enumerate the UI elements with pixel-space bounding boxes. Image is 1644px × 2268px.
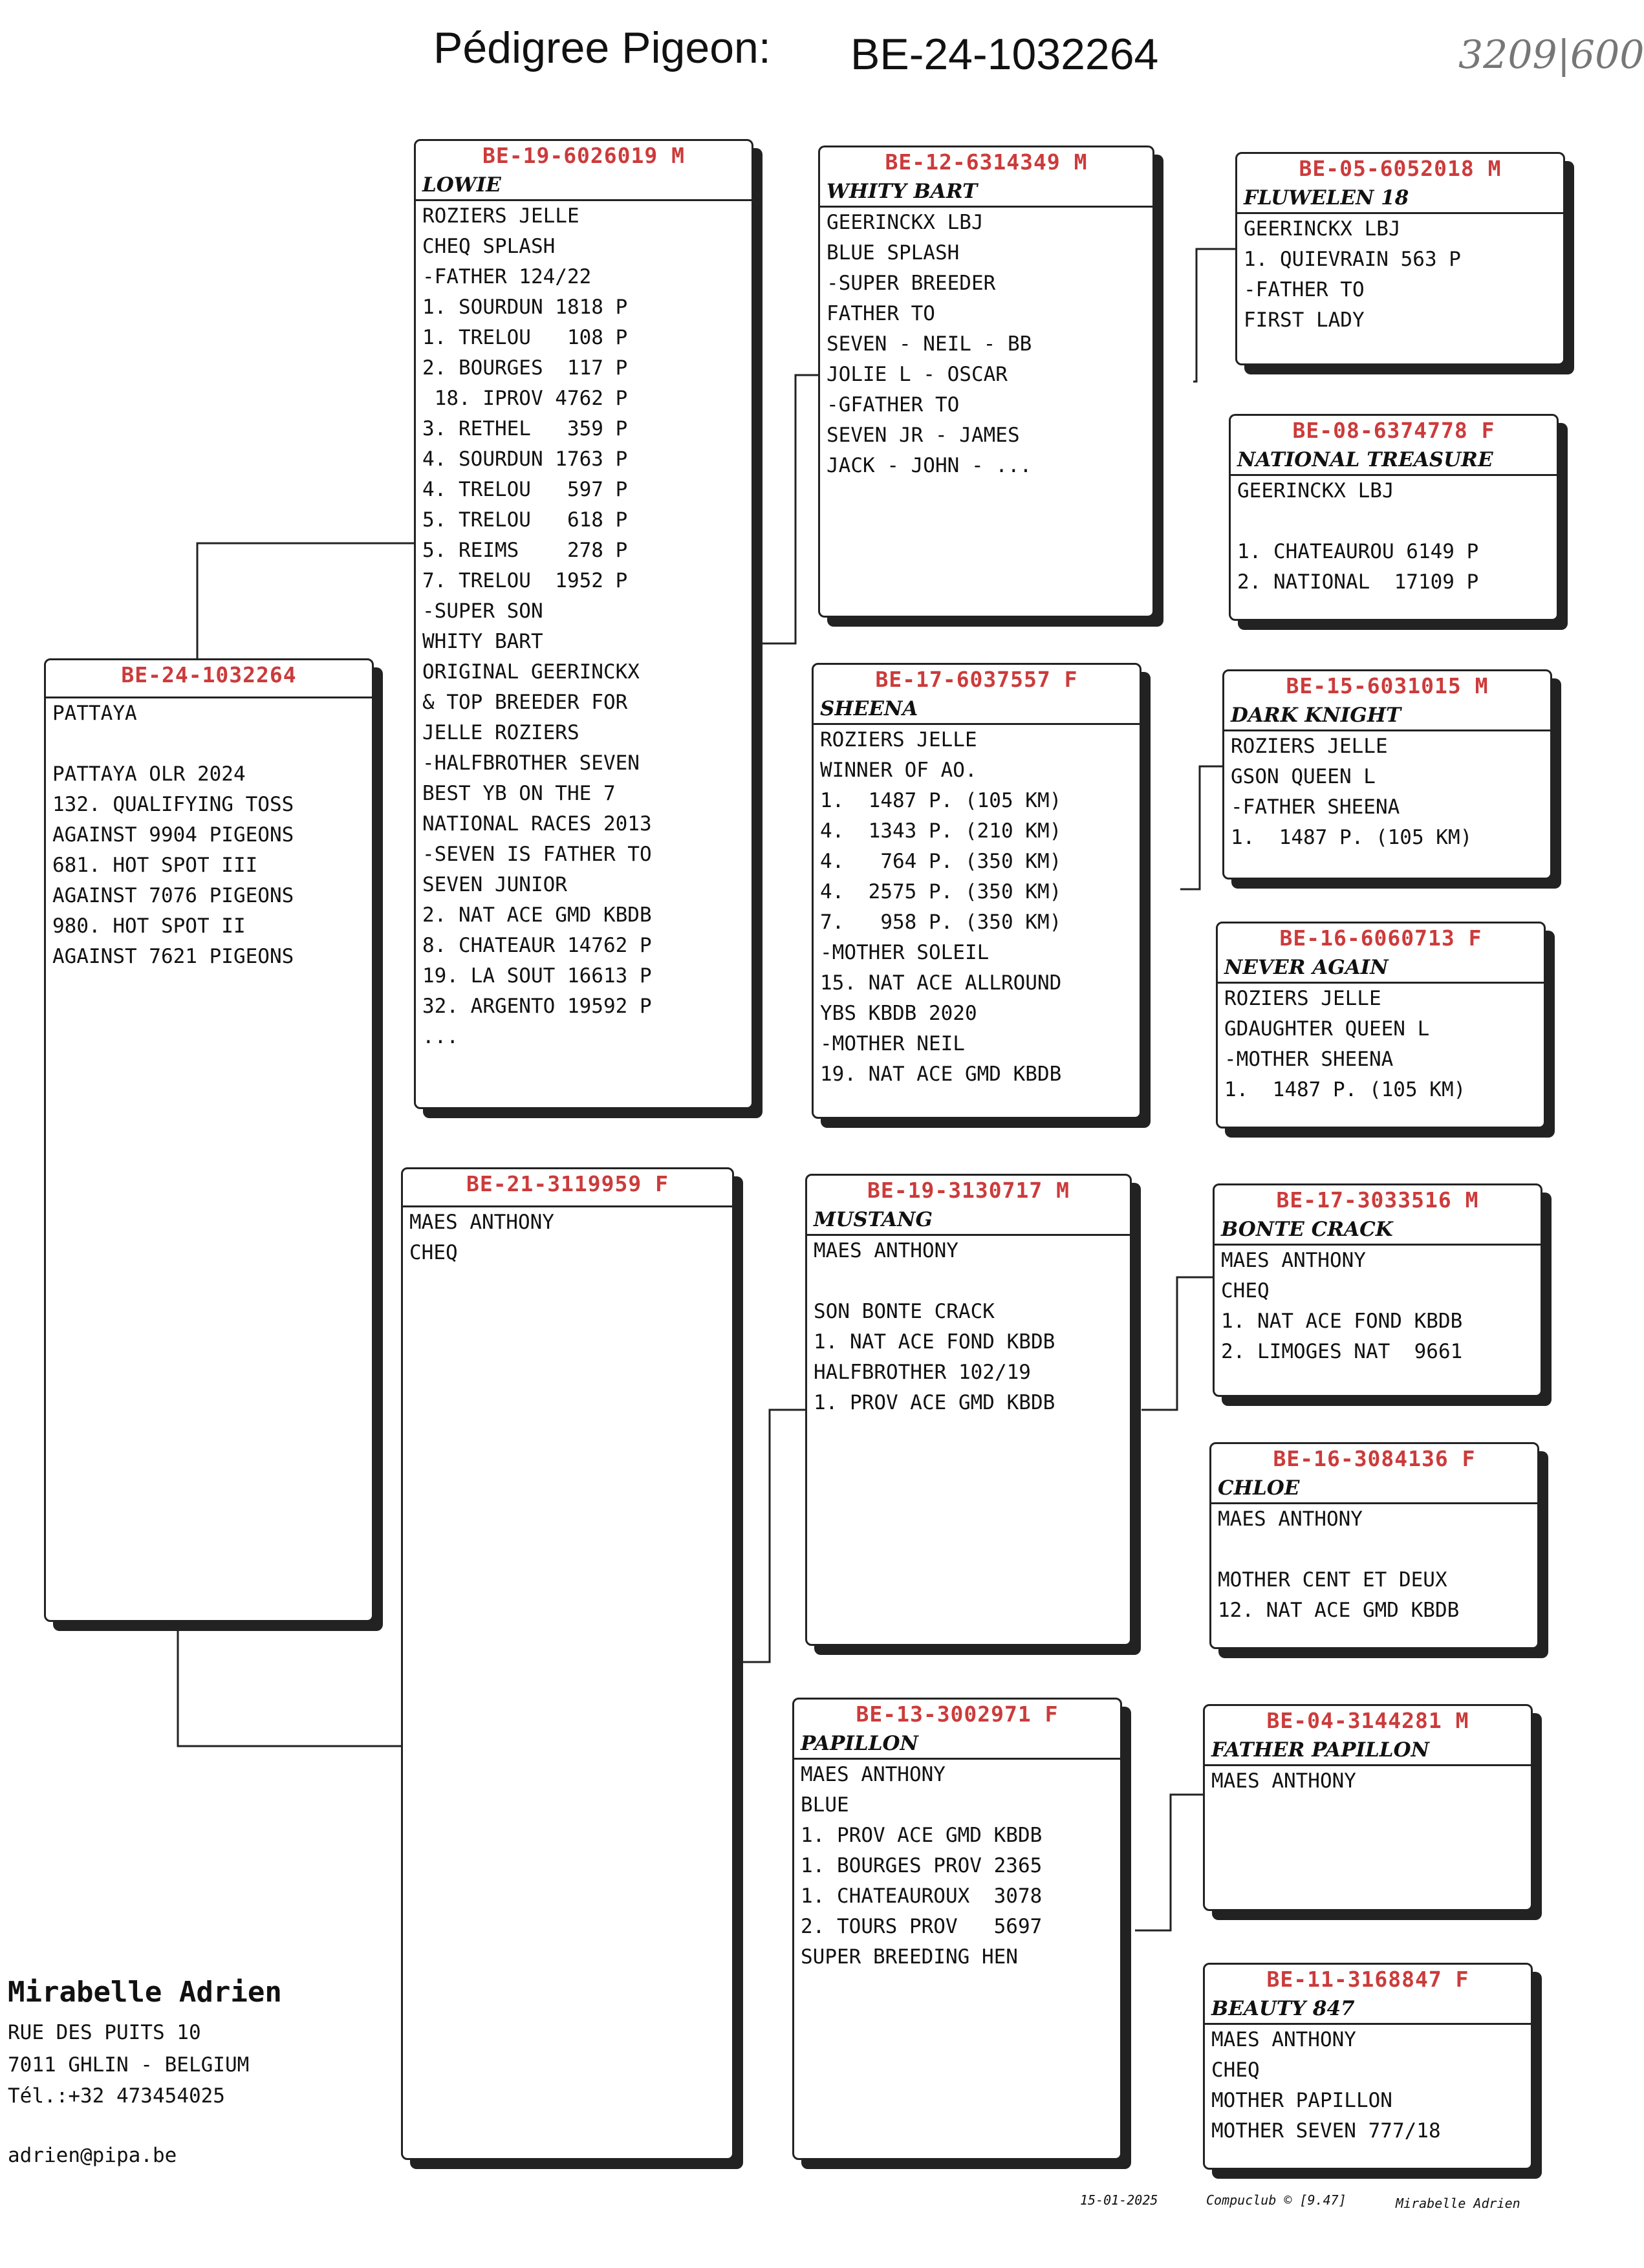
detail-line: 1. 1487 P. (105 KM) xyxy=(820,789,1062,812)
detail-line: MAES ANTHONY xyxy=(1218,1507,1363,1531)
detail-line: 19. LA SOUT 16613 P xyxy=(422,964,652,988)
detail-line: -FATHER 124/22 xyxy=(422,265,592,288)
pigeon-name xyxy=(46,690,372,698)
pigeon-name: MUSTANG xyxy=(807,1205,1130,1236)
pigeon-name: NATIONAL TREASURE xyxy=(1231,446,1557,476)
detail-line: WHITY BART xyxy=(422,630,543,653)
detail-line: CHEQ xyxy=(1211,2058,1260,2082)
owner-address: RUE DES PUITS 10 xyxy=(8,2021,201,2044)
detail-line: BEST YB ON THE 7 xyxy=(422,782,616,805)
ring-number: BE-08-6374778 F xyxy=(1292,418,1495,443)
detail-line: 1. CHATEAUROUX 3078 xyxy=(801,1885,1043,1908)
detail-line: -FATHER SHEENA xyxy=(1231,795,1400,819)
pigeon-card-dam-sire-sire xyxy=(1213,1183,1542,1397)
detail-line: FATHER TO xyxy=(827,302,935,325)
detail-line: GEERINCKX LBJ xyxy=(827,211,984,234)
detail-line: ... xyxy=(422,1025,459,1048)
pigeon-name: CHLOE xyxy=(1211,1474,1537,1504)
detail-line: 1. 1487 P. (105 KM) xyxy=(1231,826,1473,849)
pigeon-card-dam-dam xyxy=(792,1698,1122,2160)
pigeon-details xyxy=(1215,1246,1541,1367)
pigeon-name: PAPILLON xyxy=(794,1729,1120,1760)
pigeon-name: SHEENA xyxy=(814,695,1140,725)
pedigree-ring-number: BE-24-1032264 xyxy=(850,30,1159,79)
detail-line: NATIONAL RACES 2013 xyxy=(422,812,652,836)
detail-line: 19. NAT ACE GMD KBDB xyxy=(820,1063,1062,1086)
pigeon-name: FATHER PAPILLON xyxy=(1205,1736,1531,1766)
detail-line: 5. REIMS 278 P xyxy=(422,539,628,562)
pigeon-card-subject xyxy=(44,658,374,1622)
owner-city: 7011 GHLIN - BELGIUM xyxy=(8,2053,250,2077)
detail-line: BLUE SPLASH xyxy=(827,241,960,265)
detail-line: MAES ANTHONY xyxy=(1211,1769,1356,1793)
detail-line: 7. 958 P. (350 KM) xyxy=(820,911,1062,934)
detail-line: FIRST LADY xyxy=(1244,308,1365,332)
pigeon-details xyxy=(1237,214,1563,336)
connector-subject-sire xyxy=(197,543,414,663)
pigeon-details xyxy=(46,698,372,972)
detail-line: 3. RETHEL 359 P xyxy=(422,417,628,440)
connector-ss-parents xyxy=(1193,249,1235,382)
pigeon-details xyxy=(416,201,752,1052)
detail-line: 1. BOURGES PROV 2365 xyxy=(801,1854,1043,1877)
detail-line: 18. IPROV 4762 P xyxy=(422,387,628,410)
detail-line: MAES ANTHONY xyxy=(409,1211,554,1234)
ring-number: BE-04-3144281 M xyxy=(1266,1708,1469,1733)
detail-line: HALFBROTHER 102/19 xyxy=(814,1361,1031,1384)
detail-line: GEERINCKX LBJ xyxy=(1237,479,1394,502)
connector-dd-parents xyxy=(1135,1795,1203,1930)
ring-number: BE-11-3168847 F xyxy=(1266,1967,1469,1992)
detail-line: MAES ANTHONY xyxy=(1211,2028,1356,2051)
pigeon-details xyxy=(1231,476,1557,598)
detail-line: SON BONTE CRACK xyxy=(814,1300,995,1323)
detail-line: JACK - JOHN - ... xyxy=(827,454,1032,477)
ring-number: BE-24-1032264 xyxy=(121,662,297,687)
connector-dam-parents xyxy=(734,1410,805,1662)
detail-line: MAES ANTHONY xyxy=(1221,1249,1366,1272)
pigeon-card-sire xyxy=(414,139,753,1109)
detail-line: 2. TOURS PROV 5697 xyxy=(801,1915,1043,1938)
detail-line: SEVEN JR - JAMES xyxy=(827,424,1020,447)
ring-number: BE-21-3119959 F xyxy=(466,1171,669,1196)
ring-number: BE-15-6031015 M xyxy=(1286,673,1489,698)
detail-line: CHEQ SPLASH xyxy=(422,235,556,258)
owner-email[interactable]: adrien@pipa.be xyxy=(8,2144,177,2167)
detail-line: MAES ANTHONY xyxy=(814,1239,958,1262)
detail-line: ROZIERS JELLE xyxy=(820,728,977,751)
pigeon-card-sire-sire-sire xyxy=(1235,152,1565,365)
detail-line: -MOTHER NEIL xyxy=(820,1032,965,1055)
detail-line xyxy=(1218,1535,1537,1565)
pigeon-details xyxy=(1205,2025,1531,2146)
connector-sd-parents xyxy=(1180,766,1222,889)
detail-line: 12. NAT ACE GMD KBDB xyxy=(1218,1599,1460,1622)
pigeon-card-sire-dam-sire xyxy=(1222,669,1552,880)
detail-line: 4. TRELOU 597 P xyxy=(422,478,628,501)
pigeon-name: LOWIE xyxy=(416,171,752,201)
detail-line xyxy=(1237,506,1557,537)
pigeon-name: BONTE CRACK xyxy=(1215,1215,1541,1246)
pigeon-details xyxy=(820,208,1152,481)
detail-line: PATTAYA xyxy=(52,702,137,725)
detail-line: SEVEN JUNIOR xyxy=(422,873,567,896)
detail-line: CHEQ xyxy=(1221,1279,1270,1302)
pigeon-card-dam-sire-dam xyxy=(1209,1442,1539,1649)
ring-number: BE-16-3084136 F xyxy=(1273,1446,1476,1471)
detail-line: 681. HOT SPOT III xyxy=(52,854,258,877)
pigeon-details xyxy=(1218,984,1544,1105)
ring-number: BE-19-3130717 M xyxy=(867,1178,1070,1203)
detail-line: 1. PROV ACE GMD KBDB xyxy=(801,1824,1043,1847)
detail-line: 1. CHATEAUROU 6149 P xyxy=(1237,540,1479,563)
detail-line: 980. HOT SPOT II xyxy=(52,914,246,938)
detail-line: SEVEN - NEIL - BB xyxy=(827,332,1032,356)
pigeon-card-dam-dam-dam xyxy=(1203,1963,1533,2170)
detail-line: SUPER BREEDING HEN xyxy=(801,1945,1018,1969)
detail-line: 7. TRELOU 1952 P xyxy=(422,569,628,592)
pedigree-label: Pédigree Pigeon: xyxy=(433,23,771,72)
pigeon-details xyxy=(1224,731,1550,853)
pigeon-name: BEAUTY 847 xyxy=(1205,1994,1531,2025)
detail-line: 1. TRELOU 108 P xyxy=(422,326,628,349)
ring-number: BE-19-6026019 M xyxy=(482,143,685,168)
detail-line: BLUE xyxy=(801,1793,849,1817)
detail-line: AGAINST 9904 PIGEONS xyxy=(52,823,294,847)
ring-number: BE-12-6314349 M xyxy=(885,149,1088,175)
detail-line: GSON QUEEN L xyxy=(1231,765,1376,788)
detail-line: 2. NATIONAL 17109 P xyxy=(1237,570,1479,594)
detail-line: JOLIE L - OSCAR xyxy=(827,363,1008,386)
owner-name: Mirabelle Adrien xyxy=(8,1976,282,2009)
detail-line: MAES ANTHONY xyxy=(801,1763,946,1786)
pigeon-details xyxy=(794,1760,1120,1972)
detail-line: 1. SOURDUN 1818 P xyxy=(422,296,628,319)
detail-line: JELLE ROZIERS xyxy=(422,721,579,744)
detail-line: -HALFBROTHER SEVEN xyxy=(422,751,640,775)
detail-line: ORIGINAL GEERINCKX xyxy=(422,660,640,684)
detail-line: 4. 1343 P. (210 KM) xyxy=(820,819,1062,843)
pigeon-details xyxy=(403,1207,732,1268)
detail-line: -MOTHER SOLEIL xyxy=(820,941,990,964)
print-software: Compuclub © [9.47] xyxy=(1206,2192,1347,2208)
pigeon-card-sire-sire xyxy=(818,146,1154,618)
detail-line: 15. NAT ACE ALLROUND xyxy=(820,971,1062,995)
detail-line: GDAUGHTER QUEEN L xyxy=(1224,1017,1430,1041)
ring-number: BE-17-6037557 F xyxy=(875,667,1078,692)
detail-line: GEERINCKX LBJ xyxy=(1244,217,1401,241)
pigeon-name xyxy=(403,1199,732,1207)
detail-line: YBS KBDB 2020 xyxy=(820,1002,977,1025)
ring-number: BE-17-3033516 M xyxy=(1276,1187,1479,1213)
pigeon-name: DARK KNIGHT xyxy=(1224,701,1550,731)
detail-line: MOTHER PAPILLON xyxy=(1211,2089,1392,2112)
connector-subject-dam xyxy=(178,1623,401,1746)
handwritten-note: 3209|600 xyxy=(1458,32,1644,78)
ring-number: BE-05-6052018 M xyxy=(1299,156,1502,181)
detail-line: CHEQ xyxy=(409,1241,458,1264)
detail-line: -GFATHER TO xyxy=(827,393,960,416)
pigeon-card-sire-dam-dam xyxy=(1216,922,1546,1129)
detail-line: -SEVEN IS FATHER TO xyxy=(422,843,652,866)
detail-line: ROZIERS JELLE xyxy=(1224,987,1381,1010)
detail-line: WINNER OF AO. xyxy=(820,759,977,782)
detail-line: 2. BOURGES 117 P xyxy=(422,356,628,380)
pigeon-card-dam-sire xyxy=(805,1174,1132,1646)
detail-line: & TOP BREEDER FOR xyxy=(422,691,628,714)
detail-line: 4. 2575 P. (350 KM) xyxy=(820,880,1062,903)
pigeon-name: NEVER AGAIN xyxy=(1218,953,1544,984)
ring-number: BE-13-3002971 F xyxy=(856,1701,1059,1727)
detail-line: -FATHER TO xyxy=(1244,278,1365,301)
detail-line: AGAINST 7076 PIGEONS xyxy=(52,884,294,907)
detail-line: 2. NAT ACE GMD KBDB xyxy=(422,903,652,927)
pigeon-details xyxy=(1211,1504,1537,1626)
detail-line: 32. ARGENTO 19592 P xyxy=(422,995,652,1018)
connector-ds-parents xyxy=(1141,1277,1213,1410)
pigeon-card-dam-dam-sire xyxy=(1203,1704,1533,1911)
detail-line: -MOTHER SHEENA xyxy=(1224,1048,1394,1071)
detail-line: 4. SOURDUN 1763 P xyxy=(422,448,628,471)
connector-sire-parents xyxy=(753,375,818,643)
detail-line: 4. 764 P. (350 KM) xyxy=(820,850,1062,873)
pigeon-card-sire-sire-dam xyxy=(1229,414,1559,621)
detail-line: 132. QUALIFYING TOSS xyxy=(52,793,294,816)
detail-line: -SUPER SON xyxy=(422,599,543,623)
print-date: 15-01-2025 xyxy=(1080,2192,1158,2208)
detail-line: 1. NAT ACE FOND KBDB xyxy=(814,1330,1055,1354)
detail-line: MOTHER SEVEN 777/18 xyxy=(1211,2119,1441,2143)
detail-line: 2. LIMOGES NAT 9661 xyxy=(1221,1340,1463,1363)
detail-line: 8. CHATEAUR 14762 P xyxy=(422,934,652,957)
detail-line: 1. QUIEVRAIN 563 P xyxy=(1244,248,1461,271)
ring-number: BE-16-6060713 F xyxy=(1279,925,1482,951)
pigeon-name: WHITY BART xyxy=(820,177,1152,208)
pigeon-details xyxy=(1205,1766,1531,1797)
pigeon-name: FLUWELEN 18 xyxy=(1237,184,1563,214)
detail-line: ROZIERS JELLE xyxy=(422,204,579,228)
detail-line: -SUPER BREEDER xyxy=(827,272,996,295)
detail-line xyxy=(52,729,372,759)
print-owner: Mirabelle Adrien xyxy=(1396,2196,1520,2211)
pigeon-details xyxy=(807,1236,1130,1418)
detail-line: 5. TRELOU 618 P xyxy=(422,508,628,532)
detail-line: 1. NAT ACE FOND KBDB xyxy=(1221,1310,1463,1333)
detail-line xyxy=(814,1266,1130,1297)
detail-line: MOTHER CENT ET DEUX xyxy=(1218,1568,1447,1592)
detail-line: PATTAYA OLR 2024 xyxy=(52,762,246,786)
detail-line: AGAINST 7621 PIGEONS xyxy=(52,945,294,968)
pigeon-details xyxy=(814,725,1140,1090)
detail-line: ROZIERS JELLE xyxy=(1231,735,1388,758)
detail-line: 1. PROV ACE GMD KBDB xyxy=(814,1391,1055,1414)
pigeon-card-dam xyxy=(401,1167,734,2160)
detail-line: 1. 1487 P. (105 KM) xyxy=(1224,1078,1466,1101)
pigeon-card-sire-dam xyxy=(812,663,1141,1119)
owner-phone: Tél.:+32 473454025 xyxy=(8,2084,225,2108)
